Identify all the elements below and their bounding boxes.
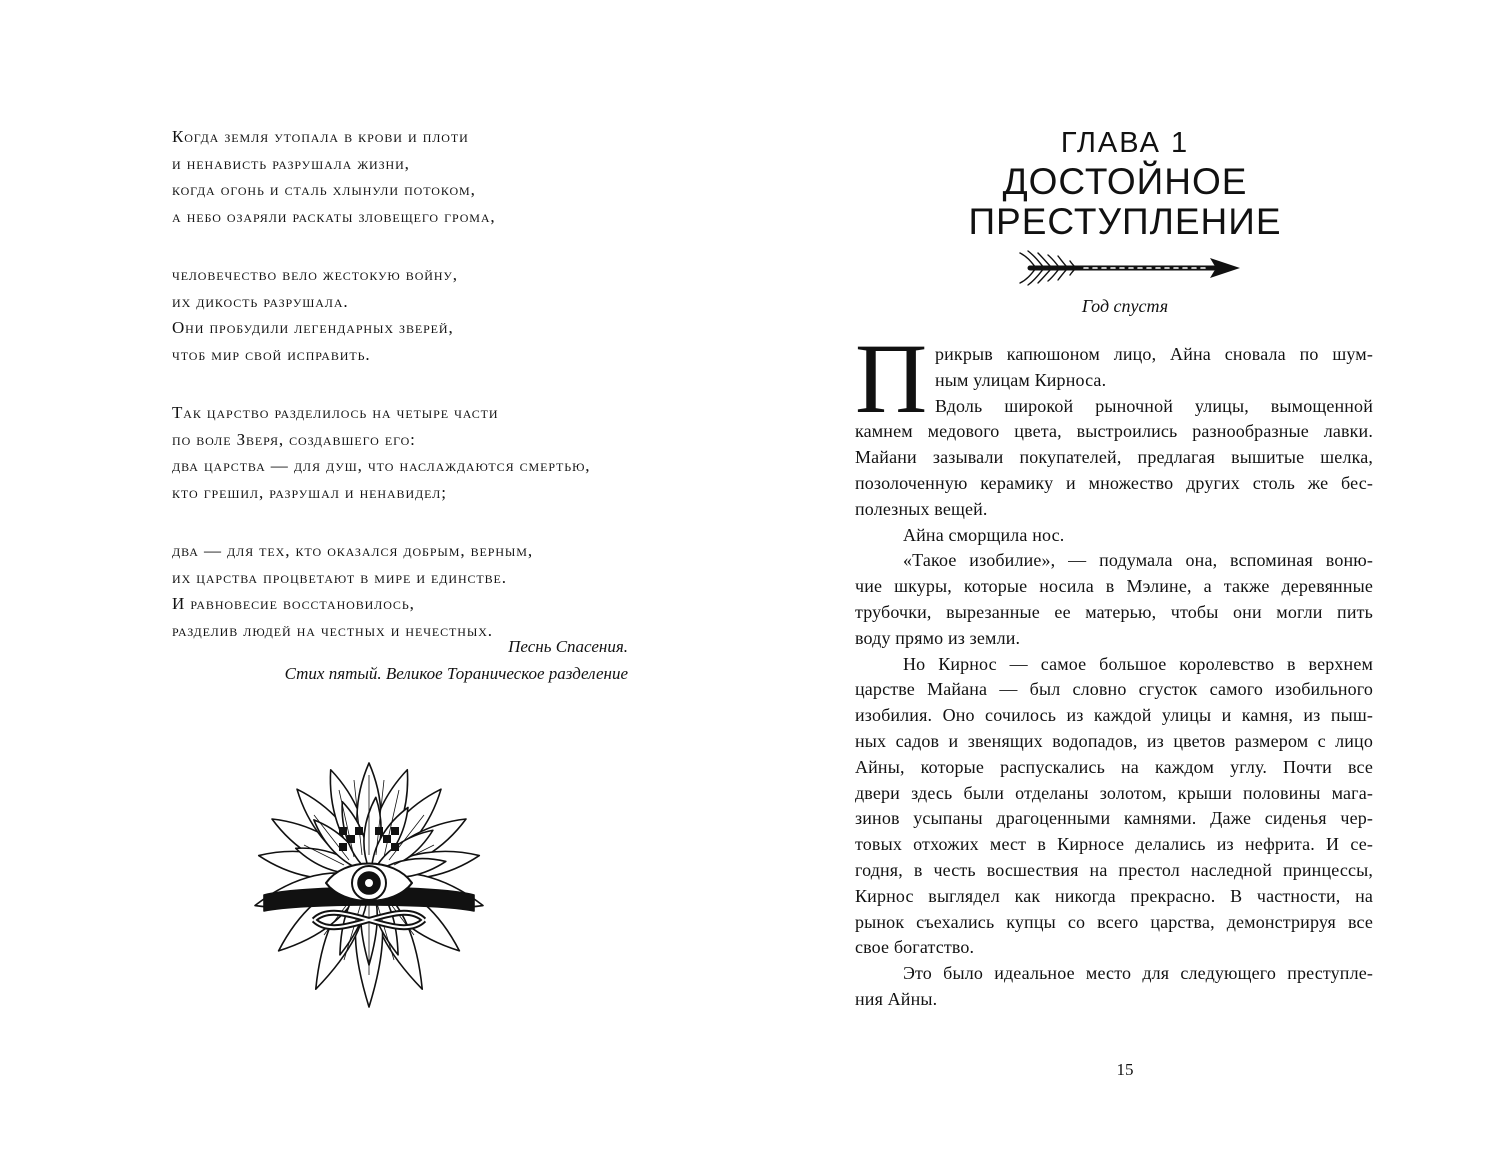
body-line: ным улицам Кирноса. bbox=[935, 369, 1107, 390]
poem-line: человечество вело жестокую войну, bbox=[172, 265, 458, 284]
poem-line: Так царство разделилось на четыре части bbox=[172, 403, 499, 422]
chapter-title-line: ПРЕСТУПЛЕНИЕ bbox=[968, 201, 1282, 242]
chapter-title-line: ДОСТОЙНОЕ bbox=[1002, 161, 1248, 202]
poem-line: разделив людей на честных и нечестных. bbox=[172, 620, 493, 640]
chapter-body-text bbox=[855, 342, 1373, 1013]
poem-line: Когда земля утопала в крови и плоти bbox=[172, 127, 469, 146]
body-line: Айна сморщила нос. bbox=[903, 524, 1065, 545]
body-line: Но Кирнос — самое большое королевство в верхнем bbox=[903, 653, 1373, 674]
poem-line: чтоб мир свой исправить. bbox=[172, 344, 371, 364]
body-line: воду прямо из земли. bbox=[855, 627, 1021, 648]
poem-stanza bbox=[172, 124, 672, 230]
poem-line: их дикость разрушала. bbox=[172, 291, 349, 311]
poem-line: а небо озаряли раскаты зловещего грома, bbox=[172, 206, 496, 226]
body-line: товых отхожих мест в Кирносе делались из нефрита. И се- bbox=[855, 834, 1373, 855]
poem-stanza bbox=[172, 538, 672, 644]
poem-line: кто грешил, разрушал и ненавидел; bbox=[172, 482, 447, 502]
poem-line: два царства — для душ, что наслаждаются смертью, bbox=[172, 456, 591, 475]
body-line: Майани зазывали покупателей, предлагая вышитые шелка, bbox=[855, 447, 1373, 468]
poem-stanza bbox=[172, 400, 672, 506]
poem-line: два — для тех, кто оказался добрым, верным, bbox=[172, 541, 534, 560]
body-line: Кирнос выглядел как никогда прекрасно. В частности, на bbox=[855, 885, 1373, 906]
arrow-ornament-icon bbox=[1014, 247, 1244, 291]
body-line: Это было идеальное место для следующего преступле- bbox=[903, 963, 1373, 984]
body-line: двери здесь были отделаны золотом, крыши половины мага- bbox=[855, 782, 1373, 803]
chapter-subtitle: Год спустя bbox=[1081, 296, 1169, 316]
body-line: свое богатство. bbox=[855, 937, 975, 958]
poem-line: когда огонь и сталь хлынули потоком, bbox=[172, 180, 476, 199]
body-line: позолоченную керамику и множество других столь же бес- bbox=[855, 472, 1373, 493]
attribution-line: Стих пятый. Великое Тораническое разделение bbox=[284, 663, 628, 683]
drop-cap: П bbox=[855, 323, 928, 434]
epigraph-poem bbox=[172, 124, 672, 676]
poem-line: по воле Зверя, создавшего его: bbox=[172, 429, 416, 449]
body-line: полезных вещей. bbox=[855, 498, 988, 519]
page-number: 15 bbox=[1116, 1060, 1134, 1079]
body-line: ния Айны. bbox=[855, 988, 938, 1009]
body-line: камнем медового цвета, выстроились разнообразные лавки. bbox=[855, 421, 1373, 442]
chapter-label: ГЛАВА 1 bbox=[1060, 127, 1190, 159]
mandala-eye-emblem-icon bbox=[244, 735, 494, 1015]
poem-line: их царства процветают в мире и единстве. bbox=[172, 567, 507, 587]
body-line: изобилия. Оно сочилось из каждой улицы и камня, из пыш- bbox=[855, 705, 1373, 726]
body-line: ных садов и звенящих водопадов, из цветов размером с лицо bbox=[855, 730, 1373, 751]
poem-stanza bbox=[172, 262, 672, 368]
body-line: Айны, которые распускались на каждом углу. Почти все bbox=[855, 756, 1373, 777]
body-line: трубочки, вырезанные ее матерью, чтобы они могли пить bbox=[855, 601, 1373, 622]
poem-line: И равновесие восстановилось, bbox=[172, 594, 415, 613]
body-line: зинов усыпаны драгоценными камнями. Даже сиденья чер- bbox=[855, 808, 1373, 829]
poem-attribution bbox=[172, 634, 628, 687]
body-line: годня, в честь восшествия на престол наследной принцессы, bbox=[855, 859, 1373, 880]
body-line: Вдоль широкой рыночной улицы, вымощенной bbox=[935, 395, 1373, 416]
attribution-line: Песнь Спасения. bbox=[508, 637, 628, 656]
body-line: чие шкуры, которые носила в Мэлине, а также деревянные bbox=[855, 576, 1373, 597]
body-line: царстве Майана — был словно сгусток самого изобильного bbox=[855, 679, 1373, 700]
chapter-title bbox=[750, 162, 1500, 242]
poem-line: и ненависть разрушала жизни, bbox=[172, 153, 410, 173]
poem-line: Они пробудили легендарных зверей, bbox=[172, 318, 454, 337]
body-line: рикрыв капюшоном лицо, Айна сновала по шум- bbox=[935, 344, 1373, 364]
body-line: «Такое изобилие», — подумала она, вспоминая воню- bbox=[903, 550, 1373, 571]
body-line: рынок съехались купцы со всего царства, демонстрируя все bbox=[855, 911, 1373, 932]
right-page bbox=[750, 0, 1500, 1164]
